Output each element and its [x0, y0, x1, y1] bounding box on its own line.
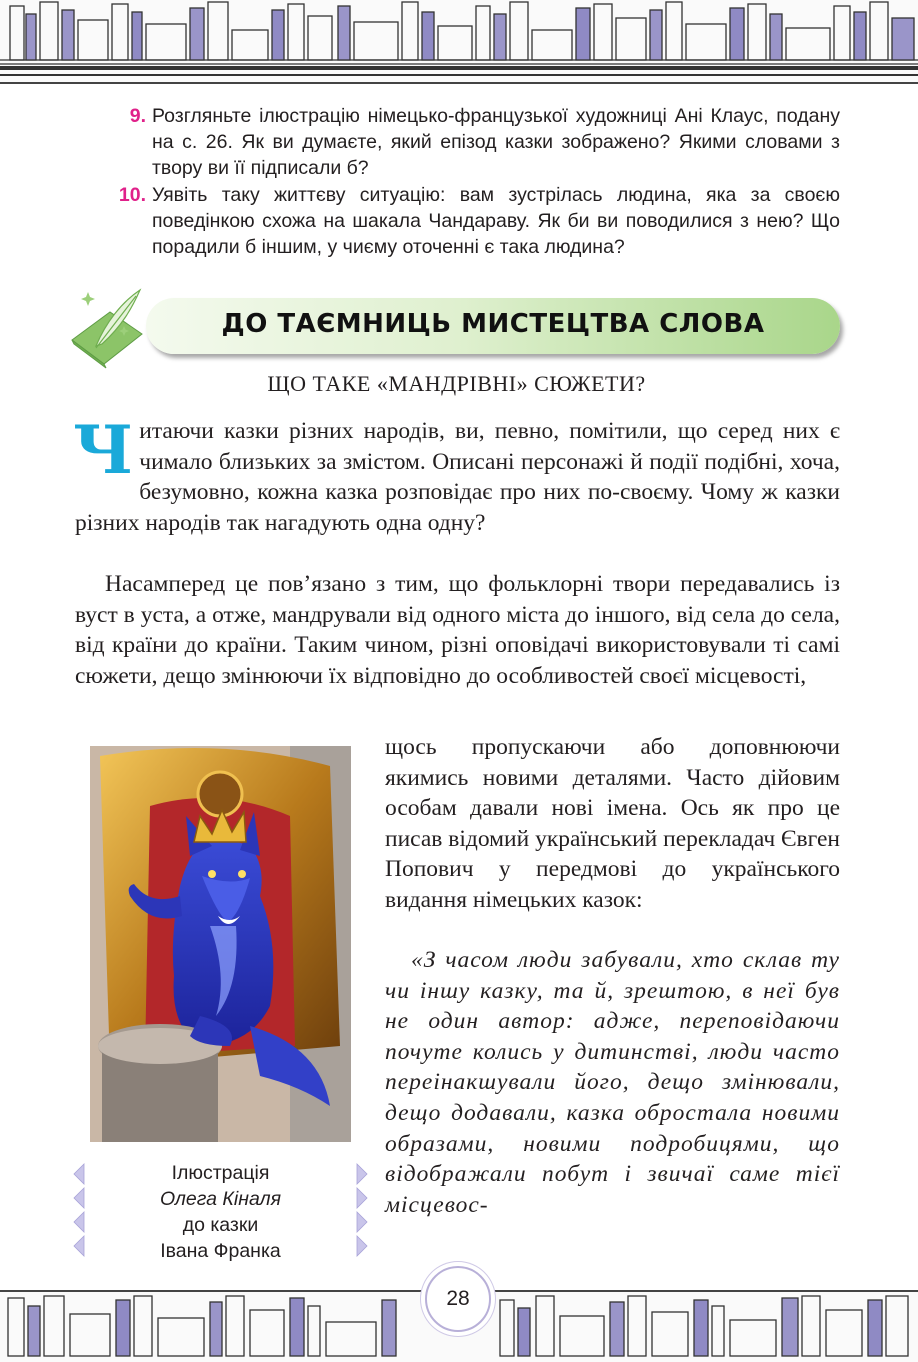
section-title: ДО ТАЄМНИЦЬ МИСТЕЦТВА СЛОВА [221, 309, 765, 339]
question-item [104, 103, 840, 181]
question-item [104, 182, 840, 260]
section-subtitle: ЩО ТАКЕ «МАНДРІВНІ» СЮЖЕТИ? [267, 371, 646, 396]
question-text: Розгляньте ілюстрацію німецько-французької художниці Ані Клаус, подану на с. 26. Як ви думаєте, який епізод казки зображено? Якими словами з твору ви її підписали б? [152, 105, 840, 179]
page-number: 28 [425, 1266, 491, 1332]
paragraph: щось пропускаючи або доповнюючи якимись новими деталями. Часто дійовим особам давали нові імена. Ось як про це писав відомий український перекладач Євген Попович у передмові до українського видання німецьких казок: [385, 734, 840, 913]
paragraph: Насамперед це пов’язано з тим, що фольклорні твори передавались із вуст в уста, а отже, мандрували від одного міста до іншого, від села до села, від країни до країни. Таким чином, різні оповідачі використовували ті самі сюжети, дещо змінюючи їх відповідно до особливостей своєї місцевості, [75, 571, 840, 689]
feather-book-icon [66, 282, 148, 372]
top-bookshelf-decoration [0, 0, 918, 84]
section-banner [146, 298, 840, 354]
caption-line: до казки [182, 1214, 259, 1236]
drop-cap: Ч [73, 411, 134, 489]
caption-arrows-left-icon [72, 1162, 86, 1258]
question-number: 9. [129, 105, 146, 127]
caption-arrows-right-icon [355, 1162, 369, 1258]
caption-artist: Олега Кіналя [159, 1188, 282, 1210]
quotation: «З часом люди забували, хто склав ту чи іншу казку, та й, зрештою, в неї був не один автор: адже, переповідаючи почуте колись у дитинстві, люди часто переінакшували його, дещо змінювали, дещо додавали, казка обростала новими образами, новими подробицями, що відображали побут і звичаї саме тієї місцевос- [385, 947, 840, 1218]
illustration-caption [90, 1160, 351, 1264]
paragraph [73, 411, 840, 538]
caption-line: Ілюстрація [171, 1162, 270, 1184]
question-number: 10. [118, 184, 146, 206]
paragraph-text: итаючи казки різних народів, ви, певно, помітили, що серед них є чимало близьких за змістом. Описані персонажі й події подібні, хоча, безумовно, кожна казка розповідає про них по-своєму. Чому ж казки різних народів так нагадують одна одну? [75, 418, 840, 536]
caption-author: Івана Франка [160, 1240, 281, 1262]
question-text: Уявіть таку життєву ситуацію: вам зустрілась людина, яка за своєю поведінкою схожа на шакала Чандараву. Як би ви поводилися з нею? Що порадили б іншим, у чиєму оточенні є така людина? [152, 184, 840, 258]
illustration-fox-king [90, 746, 351, 1142]
questions-list [104, 103, 840, 261]
